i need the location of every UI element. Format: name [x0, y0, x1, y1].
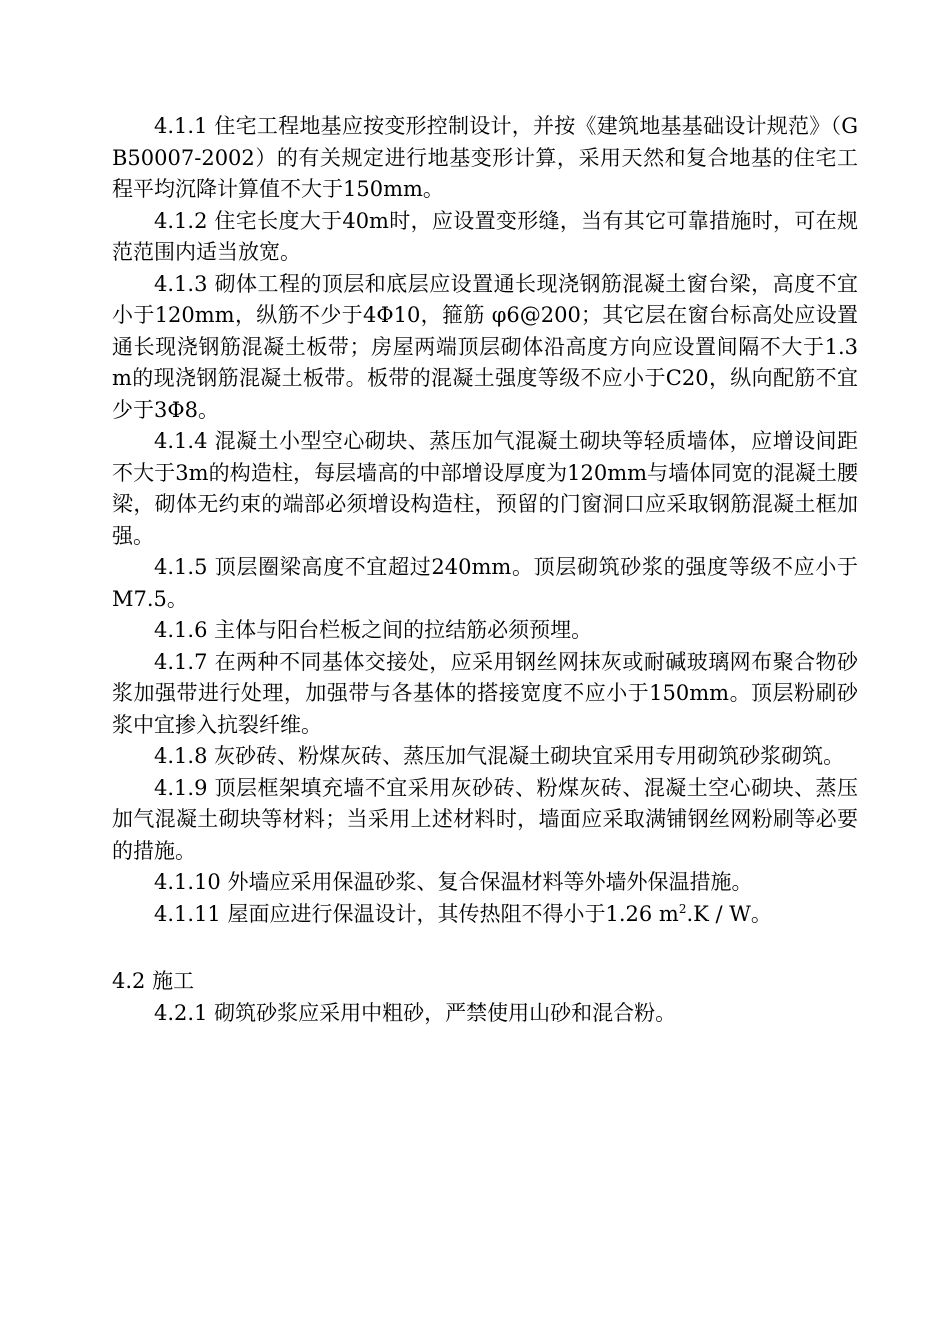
clause-4-1-11-unit: .K / W。: [686, 901, 772, 926]
section-spacer: [112, 930, 858, 966]
clause-4-1-9: 4.1.9 顶层框架填充墙不宜采用灰砂砖、粉煤灰砖、混凝土空心砌块、蒸压加气混凝土砌块等材料；当采用上述材料时，墙面应采取满铺钢丝网粉刷等必要的措施。: [112, 775, 858, 863]
clause-4-1-7: 4.1.7 在两种不同基体交接处，应采用钢丝网抹灰或耐碱玻璃网布聚合物砂浆加强带进行处理，加强带与各基体的搭接宽度不应小于150mm。顶层粉刷砂浆中宜掺入抗裂纤维。: [112, 649, 858, 737]
clause-4-1-3: 4.1.3 砌体工程的顶层和底层应设置通长现浇钢筋混凝土窗台梁，高度不宜小于120mm，纵筋不少于4Φ10，箍筋 φ6@200；其它层在窗台标高处应设置通长现浇钢筋混凝土板带；房屋两端顶层砌体沿高度方向应设置间隔不大于1.3m的现浇钢筋混凝土板带。板带的混凝土强度等级不应小于C20，纵向配筋不宜少于3Φ8。: [112, 271, 858, 422]
clause-4-1-1: 4.1.1 住宅工程地基应按变形控制设计，并按《建筑地基基础设计规范》（GB50007-2002）的有关规定进行地基变形计算，采用天然和复合地基的住宅工程平均沉降计算值不大于150mm。: [112, 114, 858, 201]
clause-4-1-6: 4.1.6 主体与阳台栏板之间的拉结筋必须预埋。: [154, 618, 593, 642]
clause-4-1-5: 4.1.5 顶层圈梁高度不宜超过240mm。顶层砌筑砂浆的强度等级不应小于M7.5。: [112, 555, 858, 611]
superscript-exponent: 2: [678, 901, 687, 916]
clause-4-1-4: 4.1.4 混凝土小型空心砌块、蒸压加气混凝土砌块等轻质墙体，应增设间距不大于3m的构造柱，每层墙高的中部增设厚度为120mm与墙体同宽的混凝土腰梁，砌体无约束的端部必须增设构造柱，预留的门窗洞口应采取钢筋混凝土框加强。: [112, 429, 858, 548]
clause-4-1-11: [112, 899, 858, 931]
document-page: [112, 111, 858, 1029]
clause-4-2-1: 4.2.1 砌筑砂浆应采用中粗砂，严禁使用山砂和混合粉。: [154, 1000, 677, 1025]
clause-4-1-11-text: 4.1.11 屋面应进行保温设计，其传热阻不得小于1.26 m: [154, 901, 679, 926]
section-heading-construction: 4.2 施工: [112, 969, 195, 993]
clause-4-1-10: 4.1.10 外墙应采用保温砂浆、复合保温材料等外墙外保温措施。: [154, 870, 753, 894]
clause-4-1-2: 4.1.2 住宅长度大于40m时，应设置变形缝，当有其它可靠措施时，可在规范范围内适当放宽。: [112, 208, 858, 264]
clause-4-1-8: 4.1.8 灰砂砖、粉煤灰砖、蒸压加气混凝土砌块宜采用专用砌筑砂浆砌筑。: [154, 744, 845, 768]
